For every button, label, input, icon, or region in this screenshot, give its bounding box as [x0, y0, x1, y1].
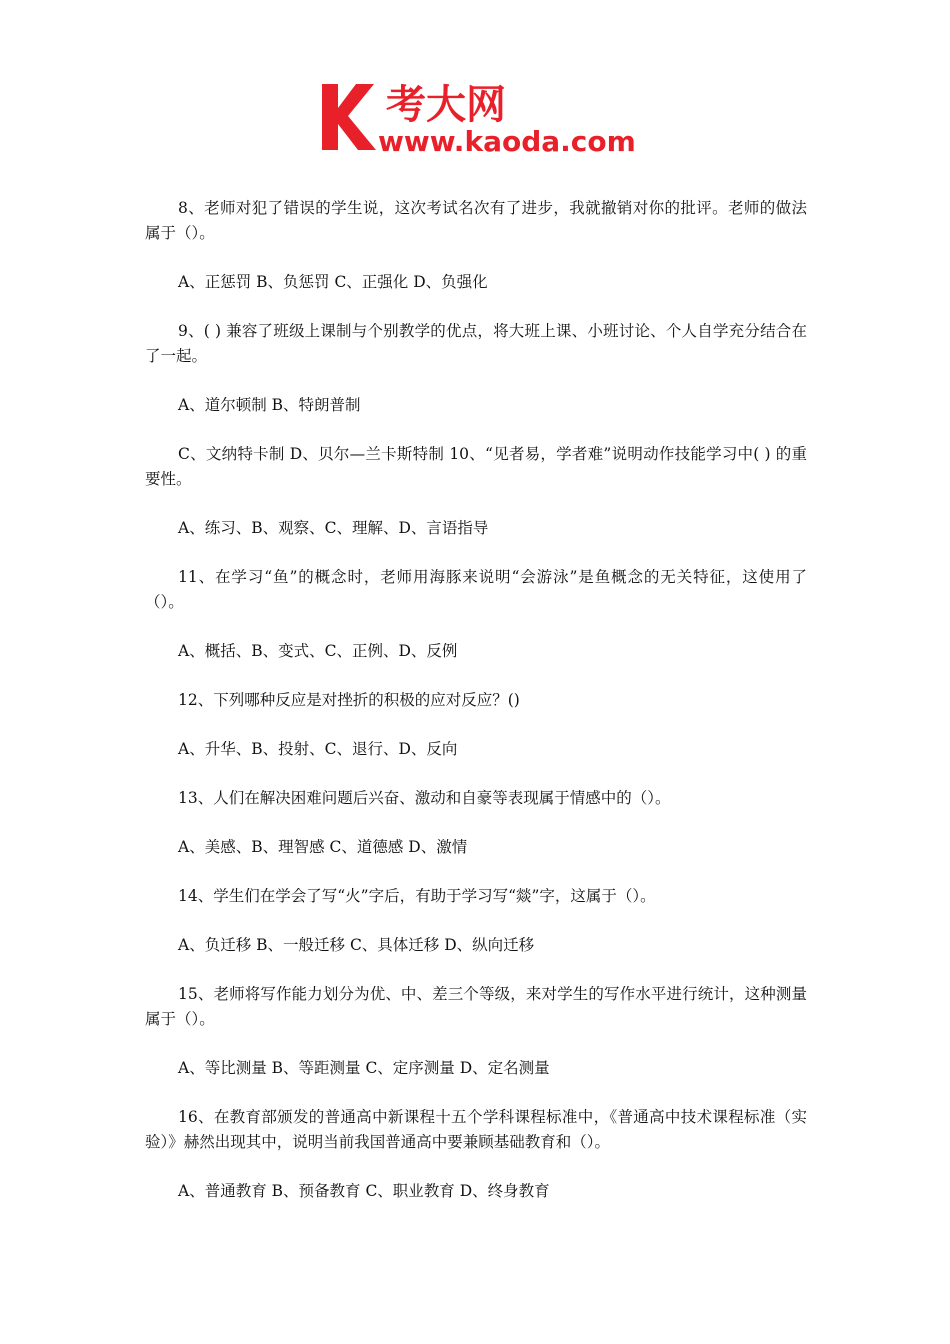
question-14-options: A、负迁移 B、一般迁移 C、具体迁移 D、纵向迁移	[178, 936, 535, 954]
question-13-options: A、美感、B、理智感 C、道德感 D、激情	[178, 838, 468, 856]
question-12: 12、下列哪种反应是对挫折的积极的应对反应？()	[178, 691, 520, 709]
question-8: 8、老师对犯了错误的学生说，这次考试名次有了进步，我就撤销对你的批评。老师的做法属于（）。	[145, 199, 807, 242]
question-9-options-line-2-question-10: C、文纳特卡制 D、贝尔—兰卡斯特制 10、“见者易，学者难”说明动作技能学习中( ) 的重要性。	[145, 445, 807, 488]
question-15: 15、老师将写作能力划分为优、中、差三个等级，来对学生的写作水平进行统计，这种测量属于（）。	[145, 985, 807, 1028]
question-16: 16、在教育部颁发的普通高中新课程十五个学科课程标准中，《普通高中技术课程标准（实验）》赫然出现其中，说明当前我国普通高中要兼顾基础教育和（）。	[145, 1108, 807, 1151]
question-content	[145, 196, 807, 1228]
kaoda-logo-graphic	[318, 78, 638, 158]
kaoda-logo	[318, 78, 638, 158]
question-13: 13、人们在解决困难问题后兴奋、激动和自豪等表现属于情感中的（）。	[178, 789, 671, 807]
logo-url: www.kaoda.com	[378, 125, 636, 158]
question-9: 9、( ) 兼容了班级上课制与个别教学的优点，将大班上课、小班讨论、个人自学充分结合在了一起。	[145, 322, 807, 365]
question-11: 11、在学习“鱼”的概念时，老师用海豚来说明“会游泳”是鱼概念的无关特征，这使用了（）。	[145, 568, 807, 611]
question-8-options: A、正惩罚 B、负惩罚 C、正强化 D、负强化	[178, 273, 488, 291]
logo-title: 考大网	[386, 82, 506, 128]
question-10-options: A、练习、B、观察、C、理解、D、言语指导	[178, 519, 489, 537]
question-12-options: A、升华、B、投射、C、退行、D、反向	[178, 740, 458, 758]
question-11-options: A、概括、B、变式、C、正例、D、反例	[178, 642, 458, 660]
question-15-options: A、等比测量 B、等距测量 C、定序测量 D、定名测量	[178, 1059, 550, 1077]
question-16-options: A、普通教育 B、预备教育 C、职业教育 D、终身教育	[178, 1182, 550, 1200]
question-9-options-line-1: A、道尔顿制 B、特朗普制	[178, 396, 361, 414]
question-14: 14、学生们在学会了写“火”字后，有助于学习写“燚”字，这属于（）。	[178, 887, 656, 905]
k-mark-icon	[322, 84, 376, 150]
